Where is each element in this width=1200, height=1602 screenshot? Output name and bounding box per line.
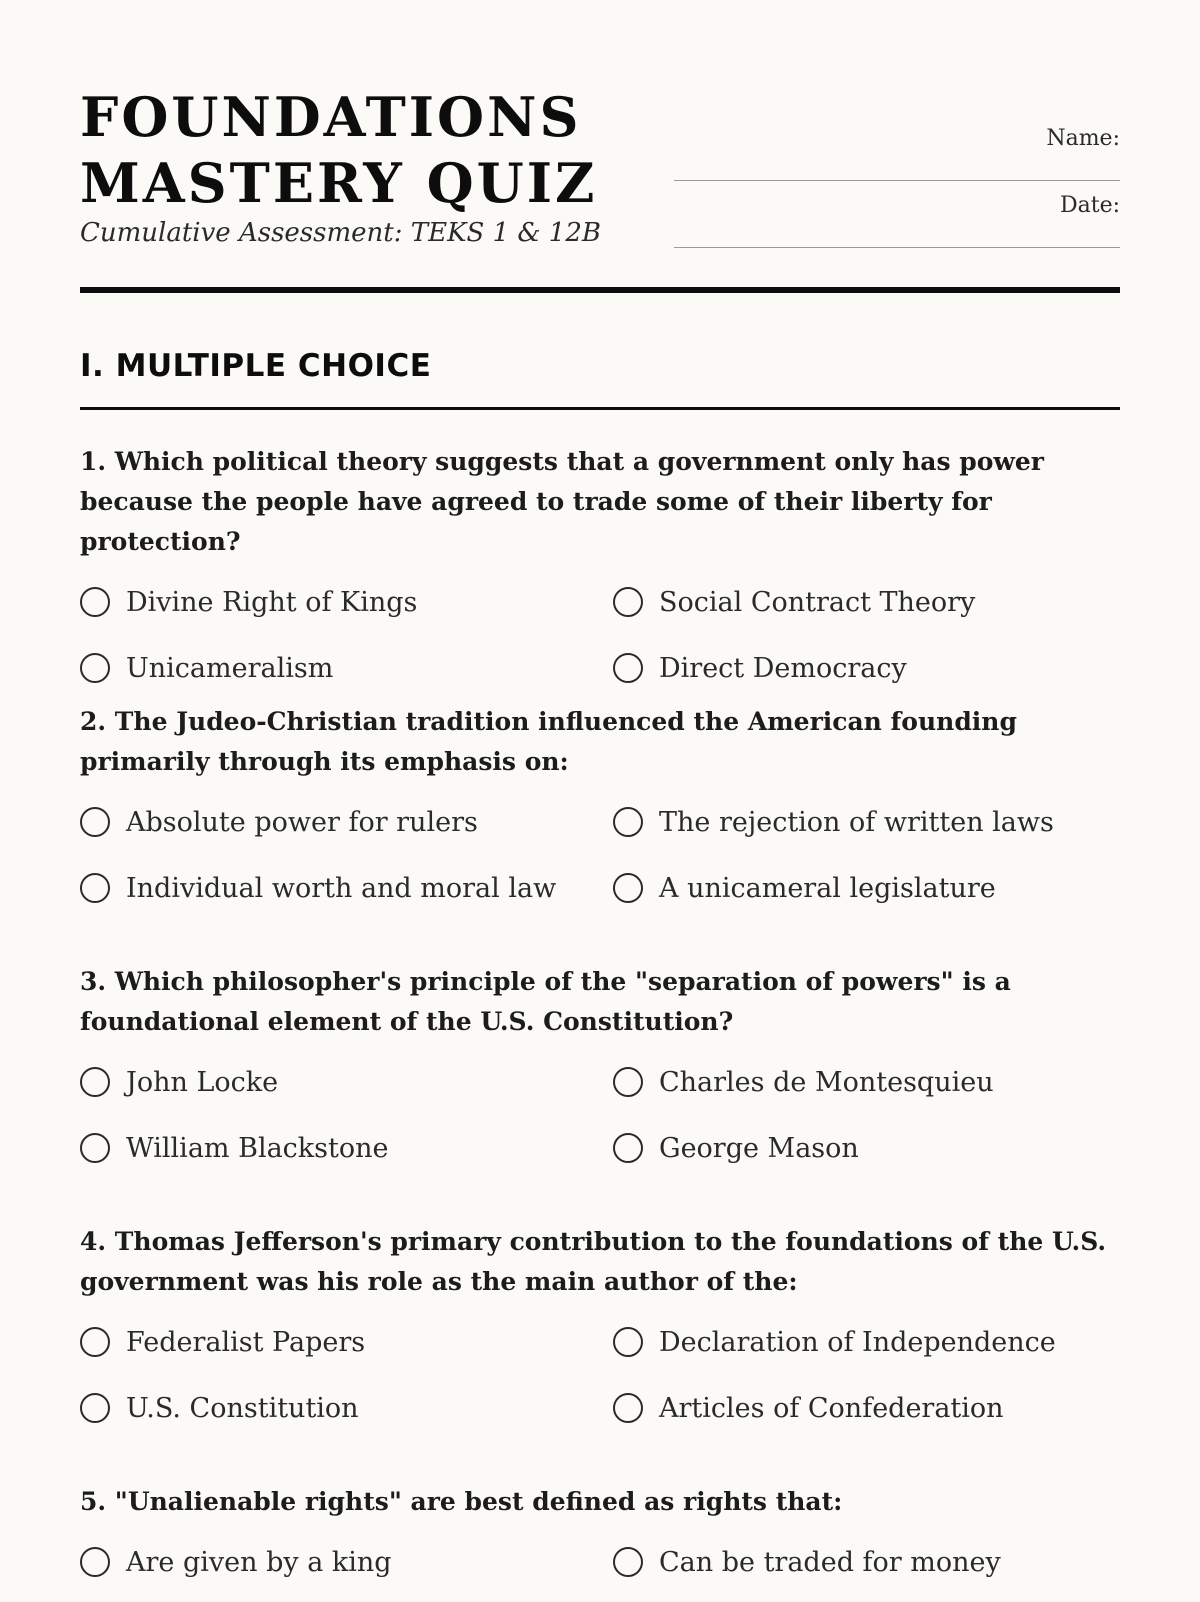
date-label: Date: bbox=[1059, 193, 1120, 218]
quiz-subtitle: Cumulative Assessment: TEKS 1 & 12B bbox=[80, 218, 601, 248]
option-label: Absolute power for rulers bbox=[126, 806, 478, 838]
answer-options bbox=[80, 1062, 1120, 1202]
radio-circle-icon[interactable] bbox=[613, 873, 643, 903]
question-text: 5. "Unalienable rights" are best defined as rights that: bbox=[80, 1487, 843, 1516]
answer-option[interactable] bbox=[80, 1062, 278, 1102]
radio-circle-icon[interactable] bbox=[80, 1547, 110, 1577]
answer-option[interactable] bbox=[80, 1128, 389, 1168]
date-field[interactable] bbox=[674, 193, 1120, 260]
answer-option[interactable] bbox=[80, 582, 417, 622]
radio-circle-icon[interactable] bbox=[80, 1393, 110, 1423]
radio-circle-icon[interactable] bbox=[613, 1133, 643, 1163]
option-label: U.S. Constitution bbox=[126, 1392, 359, 1424]
option-label: George Mason bbox=[659, 1132, 859, 1164]
radio-circle-icon[interactable] bbox=[613, 1393, 643, 1423]
option-label: Unicameralism bbox=[126, 652, 334, 684]
answer-option[interactable] bbox=[80, 868, 556, 908]
option-label: Can be traded for money bbox=[659, 1546, 1001, 1578]
option-label: Declaration of Independence bbox=[659, 1326, 1056, 1358]
quiz-title bbox=[80, 84, 640, 216]
answer-options bbox=[80, 802, 1120, 942]
title-line-2: MASTERY QUIZ bbox=[80, 151, 598, 215]
option-label: Social Contract Theory bbox=[659, 586, 976, 618]
name-line[interactable] bbox=[674, 180, 1120, 181]
option-label: A unicameral legislature bbox=[659, 872, 996, 904]
date-line[interactable] bbox=[674, 247, 1120, 248]
answer-option[interactable] bbox=[613, 1128, 859, 1168]
radio-circle-icon[interactable] bbox=[80, 653, 110, 683]
question-2 bbox=[80, 702, 1120, 942]
question-text: 3. Which philosopher's principle of the "separation of powers" is a foundational element of the U.S. Constitution? bbox=[80, 967, 1011, 1036]
answer-option[interactable] bbox=[613, 1062, 994, 1102]
name-field[interactable] bbox=[674, 126, 1120, 193]
option-label: William Blackstone bbox=[126, 1132, 389, 1164]
radio-circle-icon[interactable] bbox=[80, 587, 110, 617]
section-title: I. MULTIPLE CHOICE bbox=[80, 348, 432, 384]
question-4 bbox=[80, 1222, 1120, 1462]
section-divider bbox=[80, 407, 1120, 410]
option-label: Divine Right of Kings bbox=[126, 586, 418, 618]
quiz-header bbox=[80, 84, 1120, 294]
answer-option[interactable] bbox=[613, 582, 975, 622]
question-3 bbox=[80, 962, 1120, 1202]
option-label: Direct Democracy bbox=[659, 652, 907, 684]
answer-options bbox=[80, 1322, 1120, 1462]
header-divider bbox=[80, 287, 1120, 293]
answer-option[interactable] bbox=[613, 802, 1054, 842]
question-1 bbox=[80, 442, 1120, 722]
option-label: Are given by a king bbox=[126, 1546, 392, 1578]
answer-option[interactable] bbox=[80, 802, 478, 842]
radio-circle-icon[interactable] bbox=[80, 1067, 110, 1097]
option-label: Federalist Papers bbox=[126, 1326, 366, 1358]
radio-circle-icon[interactable] bbox=[80, 1133, 110, 1163]
answer-option[interactable] bbox=[613, 648, 907, 688]
option-label: John Locke bbox=[126, 1066, 279, 1098]
option-label: Individual worth and moral law bbox=[126, 872, 557, 904]
answer-options bbox=[80, 582, 1120, 722]
radio-circle-icon[interactable] bbox=[613, 653, 643, 683]
radio-circle-icon[interactable] bbox=[613, 1327, 643, 1357]
student-fields bbox=[674, 126, 1120, 260]
answer-option[interactable] bbox=[613, 1542, 1001, 1582]
option-label: Articles of Confederation bbox=[659, 1392, 1004, 1424]
answer-option[interactable] bbox=[80, 1388, 359, 1428]
quiz-page bbox=[80, 0, 1120, 1600]
answer-option[interactable] bbox=[80, 1542, 392, 1582]
radio-circle-icon[interactable] bbox=[80, 1327, 110, 1357]
radio-circle-icon[interactable] bbox=[613, 587, 643, 617]
question-5 bbox=[80, 1482, 1120, 1602]
answer-option[interactable] bbox=[613, 1322, 1056, 1362]
answer-option[interactable] bbox=[613, 868, 996, 908]
question-text: 4. Thomas Jefferson's primary contribution to the foundations of the U.S. government was his role as the main author of the: bbox=[80, 1227, 1107, 1296]
radio-circle-icon[interactable] bbox=[613, 1547, 643, 1577]
radio-circle-icon[interactable] bbox=[80, 873, 110, 903]
option-label: Charles de Montesquieu bbox=[659, 1066, 994, 1098]
answer-option[interactable] bbox=[80, 648, 333, 688]
answer-option[interactable] bbox=[613, 1388, 1004, 1428]
answer-option[interactable] bbox=[80, 1322, 365, 1362]
option-label: The rejection of written laws bbox=[659, 806, 1054, 838]
radio-circle-icon[interactable] bbox=[613, 807, 643, 837]
question-text: 2. The Judeo-Christian tradition influenced the American founding primarily through its emphasis on: bbox=[80, 707, 1017, 776]
radio-circle-icon[interactable] bbox=[80, 807, 110, 837]
answer-options bbox=[80, 1542, 1120, 1602]
title-line-1: FOUNDATIONS bbox=[80, 85, 582, 149]
question-text: 1. Which political theory suggests that a government only has power because the people have agreed to trade some of their liberty for protection? bbox=[80, 447, 1044, 556]
radio-circle-icon[interactable] bbox=[613, 1067, 643, 1097]
name-label: Name: bbox=[1046, 126, 1120, 151]
